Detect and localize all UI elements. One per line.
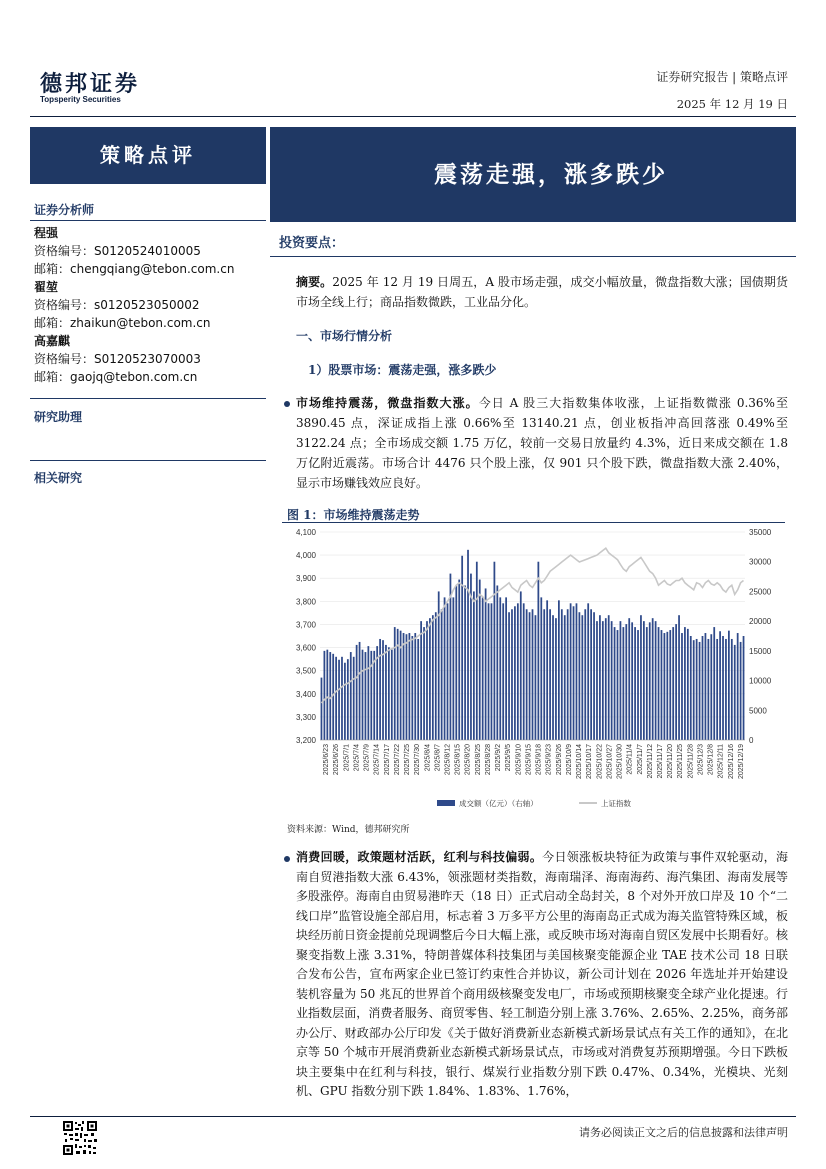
volume-bar bbox=[608, 615, 610, 740]
volume-bar bbox=[338, 660, 340, 740]
volume-bar bbox=[579, 612, 581, 740]
volume-bar bbox=[391, 650, 393, 740]
volume-bar bbox=[344, 663, 346, 740]
x-axis-tick-label: 2025/8/15 bbox=[454, 744, 462, 776]
volume-bar bbox=[435, 612, 437, 740]
x-axis-tick-label: 2025/7/30 bbox=[414, 744, 422, 776]
volume-bar bbox=[543, 609, 545, 740]
volume-bar bbox=[658, 627, 660, 740]
volume-bar bbox=[728, 631, 730, 740]
x-axis-tick-label: 2025/9/18 bbox=[535, 744, 543, 776]
volume-bar bbox=[622, 627, 624, 740]
volume-bar bbox=[458, 580, 460, 740]
volume-bar bbox=[684, 627, 686, 740]
volume-bar bbox=[555, 618, 557, 740]
volume-bar bbox=[362, 650, 364, 740]
volume-bar bbox=[414, 633, 416, 740]
volume-bar bbox=[540, 597, 542, 740]
x-axis-tick-label: 2025/7/25 bbox=[404, 744, 412, 776]
volume-bar bbox=[725, 639, 727, 740]
right-axis-tick-label: 15000 bbox=[749, 646, 772, 656]
analyst-email[interactable]: 邮箱：chengqiang@tebon.com.cn bbox=[34, 262, 235, 276]
volume-bar bbox=[324, 651, 326, 740]
left-axis-tick-label: 3,900 bbox=[295, 574, 316, 584]
volume-bar bbox=[347, 659, 349, 740]
volume-bar bbox=[719, 631, 721, 740]
volume-bar bbox=[696, 639, 698, 740]
volume-bar bbox=[335, 657, 337, 740]
company-logo-en: Topsperity Securities bbox=[40, 95, 121, 104]
volume-bar bbox=[722, 636, 724, 740]
volume-bar bbox=[321, 678, 323, 740]
volume-bar bbox=[532, 609, 534, 740]
volume-bar bbox=[473, 591, 475, 740]
figure-source: 资料来源：Wind，德邦研究所 bbox=[287, 825, 410, 835]
x-axis-tick-label: 2025/7/4 bbox=[353, 744, 361, 772]
volume-bar bbox=[426, 621, 428, 740]
volume-bar bbox=[737, 633, 739, 740]
sidebar-divider bbox=[30, 220, 266, 221]
qr-code-icon bbox=[62, 1120, 98, 1156]
volume-bar bbox=[587, 603, 589, 740]
legend-label-volume: 成交额（亿元）（右轴） bbox=[459, 799, 538, 808]
volume-bar bbox=[441, 609, 443, 740]
right-axis-tick-label: 0 bbox=[749, 736, 754, 745]
volume-bar bbox=[452, 597, 454, 740]
volume-bar bbox=[581, 615, 583, 740]
volume-bar bbox=[406, 634, 408, 740]
x-axis-tick-label: 2025/11/12 bbox=[646, 744, 654, 779]
x-axis-tick-label: 2025/8/12 bbox=[444, 744, 452, 776]
right-axis-tick-label: 35000 bbox=[749, 528, 772, 537]
volume-bar bbox=[637, 630, 639, 740]
paragraph-lead: 市场维持震荡，微盘指数大涨。 bbox=[296, 396, 479, 410]
right-axis-tick-label: 30000 bbox=[749, 557, 772, 567]
volume-bar bbox=[367, 646, 369, 740]
volume-bar bbox=[699, 642, 701, 740]
x-axis-tick-label: 2025/9/26 bbox=[555, 744, 563, 776]
volume-bar bbox=[716, 639, 718, 740]
footer-divider bbox=[30, 1116, 796, 1117]
x-axis-tick-label: 2025/10/27 bbox=[606, 744, 614, 780]
left-axis-tick-label: 3,700 bbox=[295, 620, 316, 630]
volume-bar bbox=[570, 603, 572, 740]
right-axis-tick-label: 10000 bbox=[749, 676, 772, 686]
x-axis-tick-label: 2025/7/17 bbox=[383, 744, 391, 776]
x-axis-tick-label: 2025/8/4 bbox=[424, 744, 432, 772]
volume-bar bbox=[502, 603, 504, 740]
x-axis-tick-label: 2025/10/22 bbox=[596, 744, 604, 780]
related-research-heading: 相关研究 bbox=[34, 471, 83, 485]
volume-bar bbox=[526, 609, 528, 740]
x-axis-tick-label: 2025/8/7 bbox=[434, 744, 442, 772]
x-axis-tick-label: 2025/9/10 bbox=[515, 744, 523, 776]
volume-bar bbox=[535, 615, 537, 740]
left-axis-tick-label: 4,000 bbox=[295, 551, 316, 561]
volume-bar bbox=[394, 627, 396, 740]
x-axis-tick-label: 2025/12/11 bbox=[717, 744, 725, 779]
volume-bar bbox=[520, 591, 522, 740]
right-axis-tick-label: 25000 bbox=[749, 587, 772, 597]
x-axis-tick-label: 2025/10/14 bbox=[576, 744, 584, 780]
analyst-cert: 资格编号：S0120523070003 bbox=[34, 352, 201, 366]
x-axis-tick-label: 2025/11/28 bbox=[687, 744, 695, 779]
volume-bar bbox=[614, 627, 616, 740]
volume-bar bbox=[564, 615, 566, 740]
volume-bar bbox=[664, 633, 666, 740]
left-axis-tick-label: 3,200 bbox=[295, 736, 316, 745]
volume-bar bbox=[707, 639, 709, 740]
document-type: 证券研究报告 | 策略点评 bbox=[656, 70, 788, 84]
assistant-heading: 研究助理 bbox=[34, 410, 83, 424]
volume-bar bbox=[420, 621, 422, 740]
volume-bar bbox=[511, 609, 513, 740]
left-axis-tick-label: 3,600 bbox=[295, 643, 316, 653]
volume-bar bbox=[605, 618, 607, 740]
volume-bar bbox=[620, 621, 622, 740]
volume-bar bbox=[643, 621, 645, 740]
sidebar-divider bbox=[30, 398, 266, 399]
volume-bar bbox=[514, 606, 516, 740]
volume-bar bbox=[447, 603, 449, 740]
volume-bar bbox=[388, 647, 390, 740]
summary-label: 摘要。 bbox=[296, 275, 333, 289]
volume-bar bbox=[329, 652, 331, 740]
analyst-cert: 资格编号：s0120523050002 bbox=[34, 298, 200, 312]
volume-bar bbox=[549, 609, 551, 740]
volume-bar bbox=[678, 615, 680, 740]
volume-bar bbox=[649, 622, 651, 740]
volume-bar bbox=[356, 645, 358, 740]
volume-bar bbox=[687, 629, 689, 740]
volume-bar bbox=[537, 562, 539, 740]
volume-bar bbox=[602, 621, 604, 740]
volume-bar bbox=[634, 627, 636, 740]
volume-bar bbox=[705, 633, 707, 740]
paragraph-text: 今日 A 股三大指数集体收涨，上证指数微涨 0.36%至 3890.45 点，深证成指上涨 0.66%至 13140.21 点，创业板指冲高回落涨 0.49%至 3122.24 点；全市场成交额 1.75 万亿，较前一交易日放量约 4.3%，近日来成交额在 1.8 万亿附近震荡。市场合计 4476 只个股上涨，仅 901 只个股下跌，微盘指数大涨 2.40%，显示市场赚钱效应良好。 bbox=[296, 396, 788, 490]
figure-title: 图 1：市场维持震荡走势 bbox=[287, 508, 420, 522]
x-axis-tick-label: 2025/11/25 bbox=[677, 744, 685, 779]
volume-bar bbox=[743, 636, 745, 740]
volume-bar bbox=[491, 603, 493, 740]
legend-label-index: 上证指数 bbox=[601, 799, 631, 808]
volume-bar bbox=[740, 642, 742, 740]
volume-bar bbox=[567, 609, 569, 740]
volume-bar bbox=[411, 636, 413, 740]
analyst-cert: 资格编号：S0120524010005 bbox=[34, 244, 201, 258]
sidebar-divider bbox=[30, 460, 266, 461]
left-axis-tick-label: 4,100 bbox=[295, 528, 316, 537]
sector-paragraph bbox=[296, 848, 788, 1102]
left-axis-tick-label: 3,500 bbox=[295, 666, 316, 676]
volume-bar bbox=[461, 556, 463, 740]
analyst-email[interactable]: 邮箱：gaojq@tebon.com.cn bbox=[34, 370, 198, 384]
x-axis-tick-label: 2025/7/22 bbox=[393, 744, 401, 776]
volume-bar bbox=[359, 642, 361, 740]
left-axis-tick-label: 3,400 bbox=[295, 689, 316, 699]
x-axis-tick-label: 2025/11/17 bbox=[656, 744, 664, 779]
volume-bar bbox=[590, 609, 592, 740]
x-axis-tick-label: 2025/9/5 bbox=[505, 744, 513, 772]
page-header bbox=[0, 0, 826, 120]
volume-bar bbox=[672, 627, 674, 740]
volume-bar bbox=[655, 621, 657, 740]
legend-swatch-volume bbox=[437, 800, 455, 806]
volume-bar bbox=[552, 615, 554, 740]
volume-bar bbox=[429, 618, 431, 740]
left-axis-tick-label: 3,800 bbox=[295, 597, 316, 607]
figure-divider bbox=[282, 522, 785, 523]
x-axis-tick-label: 2025/9/2 bbox=[495, 744, 503, 772]
volume-bar bbox=[326, 650, 328, 740]
analyst-name: 高嘉麒 bbox=[34, 334, 71, 348]
volume-bar bbox=[444, 597, 446, 740]
volume-bar bbox=[558, 600, 560, 740]
analyst-name: 程强 bbox=[34, 226, 59, 240]
volume-bar bbox=[488, 603, 490, 740]
volume-bar bbox=[505, 597, 507, 740]
volume-bar bbox=[611, 621, 613, 740]
report-title: 震荡走强，涨多跌少 bbox=[270, 127, 796, 222]
x-axis-tick-label: 2025/12/3 bbox=[697, 744, 705, 776]
x-axis-tick-label: 2025/8/28 bbox=[484, 744, 492, 776]
key-points-heading: 投资要点： bbox=[279, 236, 345, 251]
volume-bar bbox=[666, 632, 668, 740]
x-axis-tick-label: 2025/10/30 bbox=[616, 744, 624, 780]
volume-bar bbox=[628, 618, 630, 740]
market-chart bbox=[282, 524, 785, 816]
right-axis-tick-label: 5000 bbox=[749, 706, 767, 716]
paragraph-lead: 消费回暖，政策题材活跃，红利与科技偏弱。 bbox=[296, 850, 543, 864]
category-banner: 策略点评 bbox=[30, 127, 266, 184]
volume-bar bbox=[599, 615, 601, 740]
x-axis-tick-label: 2025/11/4 bbox=[626, 744, 634, 775]
analyst-email[interactable]: 邮箱：zhaikun@tebon.com.cn bbox=[34, 316, 211, 330]
subsection-heading: 1）股票市场：震荡走强，涨多跌少 bbox=[308, 363, 497, 377]
volume-bar bbox=[373, 651, 375, 740]
volume-bar bbox=[341, 657, 343, 740]
company-logo: 德邦证券 bbox=[40, 71, 141, 97]
x-axis-tick-label: 2025/11/20 bbox=[667, 744, 675, 779]
x-axis-tick-label: 2025/7/9 bbox=[363, 744, 371, 772]
volume-bar bbox=[423, 627, 425, 740]
volume-bar bbox=[482, 597, 484, 740]
volume-bar bbox=[731, 639, 733, 740]
volume-bar bbox=[508, 612, 510, 740]
volume-bar bbox=[517, 603, 519, 740]
volume-bar bbox=[690, 636, 692, 740]
volume-bar bbox=[652, 618, 654, 740]
market-paragraph bbox=[296, 393, 788, 493]
volume-bar bbox=[432, 615, 434, 740]
volume-bar bbox=[353, 657, 355, 740]
volume-bar bbox=[593, 612, 595, 740]
volume-bar bbox=[661, 630, 663, 740]
document-date: 2025 年 12 月 19 日 bbox=[676, 97, 788, 111]
volume-bar bbox=[669, 630, 671, 740]
volume-bar bbox=[596, 621, 598, 740]
volume-bar bbox=[467, 550, 469, 740]
volume-bar bbox=[409, 633, 411, 740]
volume-bar bbox=[529, 612, 531, 740]
volume-bar bbox=[417, 639, 419, 740]
volume-bar bbox=[476, 562, 478, 740]
summary-text: 2025 年 12 月 19 日周五，A 股市场走强，成交小幅放量，微盘指数大涨；国债期货市场全线上行；商品指数微跌，工业品分化。 bbox=[296, 275, 788, 309]
volume-bar bbox=[681, 633, 683, 740]
volume-bar bbox=[332, 654, 334, 740]
volume-bar bbox=[617, 630, 619, 740]
key-points-divider bbox=[270, 256, 796, 257]
analyst-name: 翟堃 bbox=[34, 280, 59, 294]
volume-bar bbox=[494, 562, 496, 740]
volume-bar bbox=[734, 645, 736, 740]
analysts-heading: 证券分析师 bbox=[34, 203, 95, 217]
volume-bar bbox=[710, 634, 712, 740]
volume-bar bbox=[350, 652, 352, 740]
x-axis-tick-label: 2025/7/14 bbox=[373, 744, 381, 776]
x-axis-tick-label: 2025/7/1 bbox=[343, 744, 351, 772]
x-axis-tick-label: 2025/8/25 bbox=[474, 744, 482, 776]
volume-bar bbox=[561, 609, 563, 740]
volume-bar bbox=[713, 627, 715, 740]
volume-bar bbox=[625, 624, 627, 740]
header-divider bbox=[30, 116, 796, 117]
volume-bar bbox=[496, 585, 498, 740]
volume-bar bbox=[573, 606, 575, 740]
volume-bar bbox=[455, 585, 457, 740]
volume-bar bbox=[675, 624, 677, 740]
section-heading: 一、市场行情分析 bbox=[296, 329, 393, 343]
volume-bar bbox=[584, 609, 586, 740]
volume-bar bbox=[499, 597, 501, 740]
volume-bar bbox=[576, 603, 578, 740]
volume-bar bbox=[376, 646, 378, 740]
volume-bar bbox=[464, 585, 466, 740]
volume-bar bbox=[479, 580, 481, 740]
x-axis-tick-label: 2025/10/9 bbox=[565, 744, 573, 776]
paragraph-text: 今日领涨板块特征为政策与事件双轮驱动，海南自贸港指数大涨 6.43%，领涨题材类指数，海南瑞泽、海南海药、海汽集团、海南发展等多股涨停。海南自由贸易港昨天（18 日）正式启动全岛封关，8 个对外开放口岸及 10 个“二线口岸”监管设施全部启用，标志着 3 万多平方公里的海南岛正式成为海关监管特殊区域，板块经历前日资金提前兑现调整后今日大幅上涨，或反映市场对海南自贸区发展中长期看好。核聚变指数上涨 3.31%，特朗普媒体科技集团与美国核聚变能源企业 TAE 技术公司 18 日联合发布公告，宣布两家企业已签订约束性合并协议，新公司计划在 2026 年选址并开始建设装机容量为 50 兆瓦的世界首个商用级核聚变发电厂，市场或预期核聚变全球产业化提速。行业指数层面，消费者服务、商贸零售、轻工制造分别上涨 3.76%、2.65%、2.25%，商务部办公厅、财政部办公厅印发《关于做好消费新业态新模式新场景试点有关工作的通知》，在北京等 50 个城市开展消费新业态新模式新场景试点，市场或对消费复苏预期增强。今日下跌板块主要集中在红利与科技，银行、煤炭行业指数分别下跌 0.47%、0.34%，光模块、光刻机、GPU 指数分别下跌 1.84%、1.83%、1.76%， bbox=[296, 850, 789, 1098]
volume-bar bbox=[385, 645, 387, 740]
x-axis-tick-label: 2025/9/23 bbox=[545, 744, 553, 776]
volume-bar bbox=[631, 622, 633, 740]
volume-bar bbox=[403, 633, 405, 740]
volume-bar bbox=[365, 652, 367, 740]
right-axis-tick-label: 20000 bbox=[749, 617, 772, 627]
x-axis-tick-label: 2025/8/20 bbox=[464, 744, 472, 776]
x-axis-tick-label: 2025/12/19 bbox=[737, 744, 745, 780]
x-axis-tick-label: 2025/9/15 bbox=[525, 744, 533, 776]
x-axis-tick-label: 2025/10/17 bbox=[586, 744, 594, 780]
x-axis-tick-label: 2025/6/23 bbox=[323, 744, 331, 776]
x-axis-tick-label: 2025/6/26 bbox=[333, 744, 341, 776]
volume-bar bbox=[546, 600, 548, 740]
volume-bar bbox=[640, 615, 642, 740]
bullet-marker bbox=[284, 401, 290, 407]
volume-bar bbox=[702, 636, 704, 740]
summary-paragraph bbox=[296, 272, 788, 312]
x-axis-tick-label: 2025/12/8 bbox=[707, 744, 715, 776]
disclaimer-notice: 请务必阅读正文之后的信息披露和法律声明 bbox=[579, 1126, 788, 1139]
x-axis-tick-label: 2025/12/16 bbox=[727, 744, 735, 780]
volume-bar bbox=[485, 588, 487, 740]
volume-bar bbox=[693, 640, 695, 740]
x-axis-tick-label: 2025/11/7 bbox=[636, 744, 644, 775]
volume-bar bbox=[379, 639, 381, 740]
left-axis-tick-label: 3,300 bbox=[295, 712, 316, 722]
bullet-marker bbox=[284, 856, 290, 862]
volume-bar bbox=[646, 627, 648, 740]
volume-bar bbox=[523, 603, 525, 740]
